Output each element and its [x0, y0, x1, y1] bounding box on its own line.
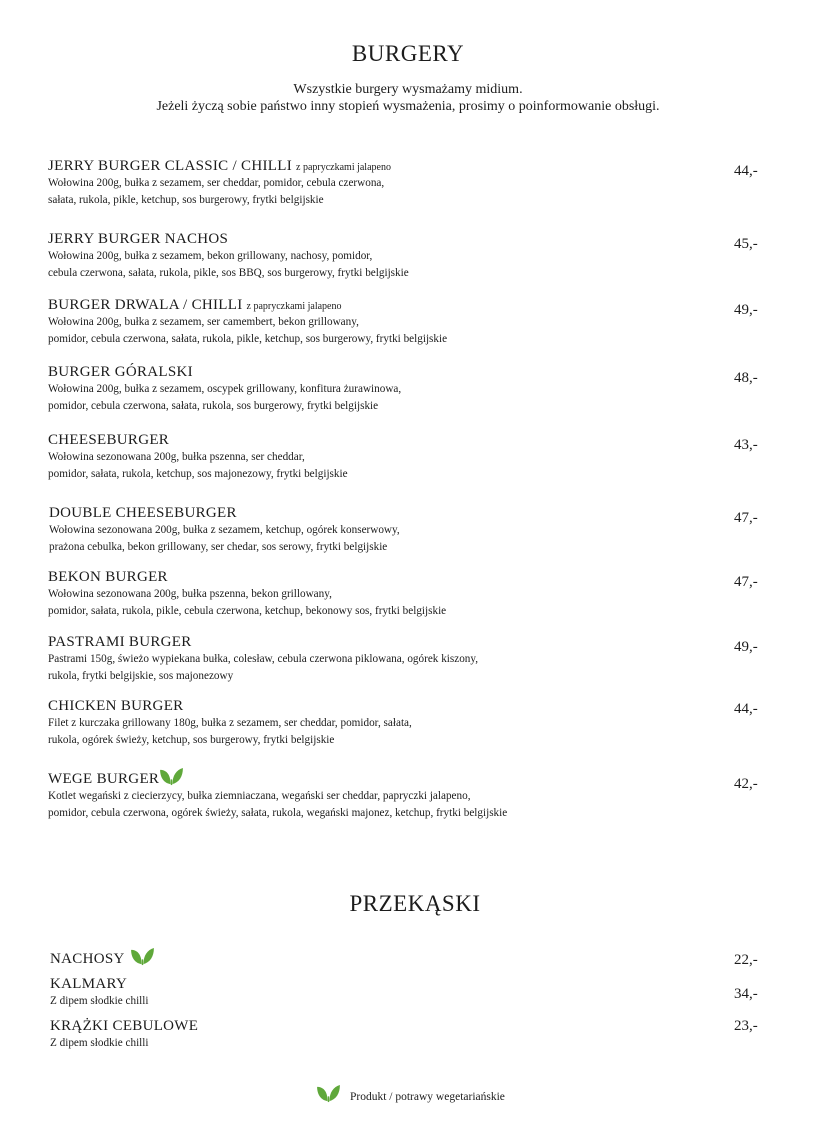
item-desc-line-1: Wołowina 200g, bułka z sezamem, ser cheddar, pomidor, cebula czerwona, — [48, 177, 385, 189]
section-intro — [0, 81, 816, 115]
item-desc-line-2: cebula czerwona, sałata, rukola, pikle, sos BBQ, sos burgerowy, frytki belgijskie — [48, 267, 409, 279]
item-desc-line-1: Kotlet wegański z ciecierzycy, bułka ziemniaczana, wegański ser cheddar, papryczki jalapeno, — [48, 790, 471, 802]
item-desc-line-1: Z dipem słodkie chilli — [50, 995, 149, 1007]
item-name: JERRY BURGER CLASSIC / CHILLI — [48, 158, 293, 174]
item-name: WEGE BURGER — [48, 771, 160, 787]
leaf-icon — [130, 947, 155, 966]
item-desc-line-1: Wołowina 200g, bułka z sezamem, bekon grillowany, nachosy, pomidor, — [48, 250, 373, 262]
legend-text: Produkt / potrawy wegetariańskie — [350, 1091, 505, 1103]
item-desc-line-1: Wołowina sezonowana 200g, bułka z sezamem, ketchup, ogórek konserwowy, — [49, 524, 400, 536]
item-name: BEKON BURGER — [48, 569, 168, 585]
intro-line-1: Wszystkie burgery wysmażamy midium. — [293, 82, 523, 97]
menu-item — [48, 698, 412, 749]
item-name: CHICKEN BURGER — [48, 698, 184, 714]
item-desc-line-1: Wołowina sezonowana 200g, bułka pszenna, bekon grillowany, — [48, 588, 332, 600]
item-name: KALMARY — [50, 976, 128, 992]
menu-item — [48, 569, 446, 620]
section-title-burgery: BURGERY — [351, 41, 465, 66]
item-price: 49,- — [734, 302, 758, 318]
item-desc-line-2: pomidor, cebula czerwona, sałata, rukola, sos burgerowy, frytki belgijskie — [48, 400, 379, 412]
menu-item — [48, 432, 348, 483]
item-desc-line-1: Z dipem słodkie chilli — [50, 1037, 149, 1049]
item-name: JERRY BURGER NACHOS — [48, 231, 229, 247]
intro-line-2: Jeżeli życzą sobie państwo inny stopień wysmażenia, prosimy o poinformowanie obsługi. — [156, 99, 660, 114]
item-price: 47,- — [734, 574, 758, 590]
menu-item — [48, 231, 409, 282]
item-desc-line-1: Wołowina 200g, bułka z sezamem, oscypek grillowany, konfitura żurawinowa, — [48, 383, 402, 395]
item-desc-line-1: Filet z kurczaka grillowany 180g, bułka z sezamem, ser cheddar, pomidor, sałata, — [48, 717, 412, 729]
menu-item — [50, 947, 155, 968]
item-price: 49,- — [734, 639, 758, 655]
menu-item — [48, 297, 447, 348]
item-desc-line-2: sałata, rukola, pikle, ketchup, sos burgerowy, frytki belgijskie — [48, 194, 324, 206]
item-desc-line-2: pomidor, sałata, rukola, ketchup, sos majonezowy, frytki belgijskie — [48, 468, 348, 480]
menu-item — [48, 364, 401, 415]
menu-item — [48, 634, 478, 685]
item-note: z papryczkami jalapeno — [246, 301, 342, 312]
item-name: KRĄŻKI CEBULOWE — [50, 1018, 199, 1034]
item-desc-line-2: pomidor, cebula czerwona, ogórek świeży, sałata, rukola, wegański majonez, ketchup, frytki belgijskie — [48, 807, 508, 819]
item-price: 44,- — [734, 163, 758, 179]
menu-item — [50, 1018, 198, 1052]
item-price: 45,- — [734, 236, 758, 252]
item-price: 22,- — [734, 952, 758, 968]
item-title — [48, 767, 507, 788]
leaf-icon — [159, 767, 184, 786]
item-title — [50, 947, 155, 968]
item-price: 42,- — [734, 776, 758, 792]
item-price: 48,- — [734, 370, 758, 386]
item-title — [48, 297, 447, 314]
item-desc-line-2: rukola, ogórek świeży, ketchup, sos burgerowy, frytki belgijskie — [48, 734, 335, 746]
item-name: CHEESEBURGER — [48, 432, 170, 448]
legend — [316, 1084, 505, 1105]
menu-item — [50, 976, 149, 1010]
item-price: 44,- — [734, 701, 758, 717]
item-desc-line-1: Wołowina sezonowana 200g, bułka pszenna, ser cheddar, — [48, 451, 305, 463]
leaf-icon — [316, 1084, 341, 1103]
item-name: BURGER GÓRALSKI — [48, 364, 193, 380]
item-desc-line-1: Pastrami 150g, świeżo wypiekana bułka, colesław, cebula czerwona piklowana, ogórek kiszony, — [48, 653, 479, 665]
item-title — [48, 158, 391, 175]
section-title-przekaski: PRZEKĄSKI — [349, 891, 481, 916]
menu-item — [49, 505, 400, 556]
item-desc-line-2: rukola, frytki belgijskie, sos majonezowy — [48, 670, 234, 682]
item-price: 47,- — [734, 510, 758, 526]
menu-item — [48, 767, 507, 822]
item-note: z papryczkami jalapeno — [296, 162, 391, 173]
item-desc-line-2: pomidor, cebula czerwona, sałata, rukola, pikle, ketchup, sos burgerowy, frytki belgijskie — [48, 333, 448, 345]
menu-item — [48, 158, 391, 209]
item-desc-line-2: prażona cebulka, bekon grillowany, ser chedar, sos serowy, frytki belgijskie — [49, 541, 388, 553]
item-price: 43,- — [734, 437, 758, 453]
item-name: NACHOSY — [50, 951, 125, 967]
item-name: DOUBLE CHEESEBURGER — [49, 505, 237, 521]
item-desc-line-1: Wołowina 200g, bułka z sezamem, ser camembert, bekon grillowany, — [48, 316, 359, 328]
item-desc-line-2: pomidor, sałata, rukola, pikle, cebula czerwona, ketchup, bekonowy sos, frytki belgijskie — [48, 605, 447, 617]
item-price: 23,- — [734, 1018, 758, 1034]
item-name: PASTRAMI BURGER — [48, 634, 192, 650]
item-price: 34,- — [734, 986, 758, 1002]
item-name: BURGER DRWALA / CHILLI — [48, 297, 243, 313]
